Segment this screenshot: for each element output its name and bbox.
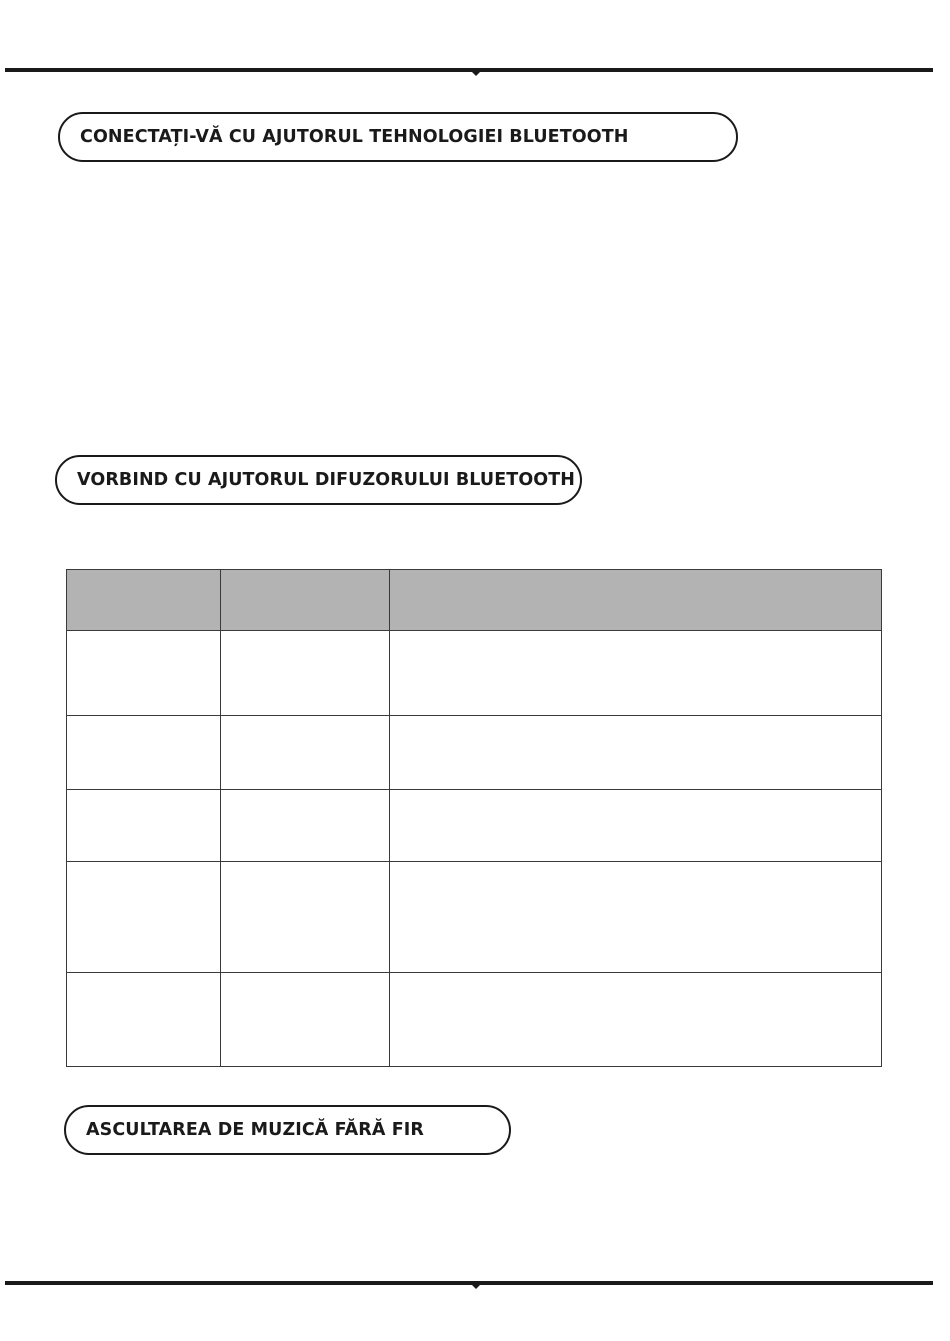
section-heading-wireless-music-label: ASCULTAREA DE MUZICĂ FĂRĂ FIR	[86, 1120, 424, 1140]
bottom-divider-notch	[471, 1284, 481, 1289]
table-cell	[390, 973, 882, 1067]
table-row	[67, 790, 882, 862]
section-heading-wireless-music	[64, 1105, 511, 1155]
section-heading-connect-bluetooth-label: CONECTAȚI-VĂ CU AJUTORUL TEHNOLOGIEI BLUETOOTH	[80, 127, 629, 147]
section-heading-speaking-bluetooth	[55, 455, 582, 505]
table-cell	[390, 862, 882, 973]
speaker-functions-table	[66, 569, 882, 1067]
table-cell	[221, 973, 390, 1067]
table-cell	[67, 716, 221, 790]
table-header-cell	[67, 570, 221, 631]
table-row	[67, 716, 882, 790]
table-cell	[221, 862, 390, 973]
table-cell	[67, 862, 221, 973]
table-row	[67, 973, 882, 1067]
table-cell	[390, 790, 882, 862]
table-cell	[67, 631, 221, 716]
table-cell	[67, 973, 221, 1067]
bottom-divider	[5, 1281, 933, 1285]
table-row	[67, 862, 882, 973]
top-divider-notch	[471, 71, 481, 76]
section-heading-connect-bluetooth	[58, 112, 738, 162]
table-cell	[221, 631, 390, 716]
top-divider	[5, 68, 933, 72]
table-header-cell	[390, 570, 882, 631]
table-cell	[221, 716, 390, 790]
table-cell	[390, 716, 882, 790]
table-cell	[390, 631, 882, 716]
table-row	[67, 631, 882, 716]
section-heading-speaking-bluetooth-label: VORBIND CU AJUTORUL DIFUZORULUI BLUETOOTH	[77, 470, 576, 490]
table-cell	[67, 790, 221, 862]
table-cell	[221, 790, 390, 862]
table-header-cell	[221, 570, 390, 631]
table-header-row	[67, 570, 882, 631]
